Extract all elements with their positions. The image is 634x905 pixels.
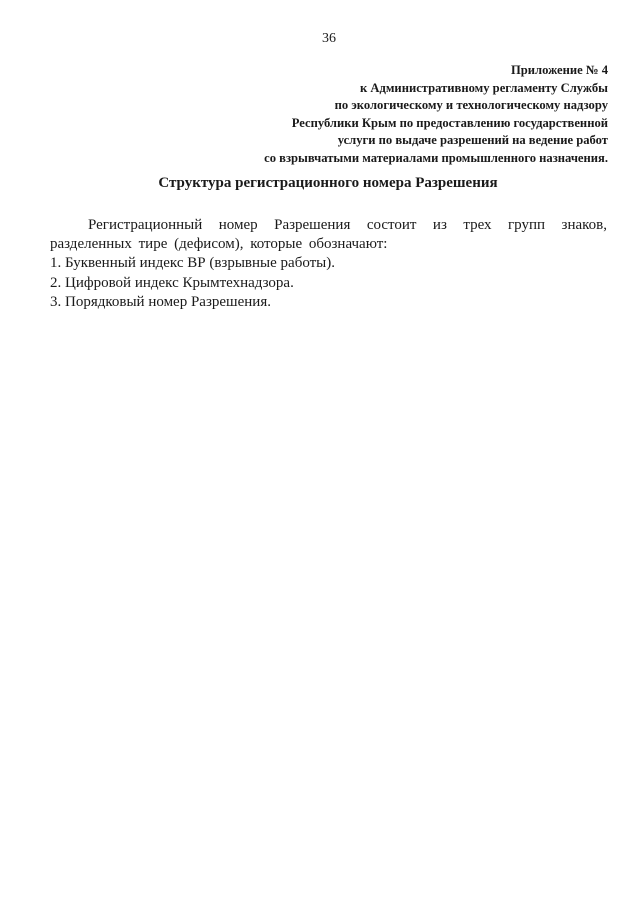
appendix-line: со взрывчатыми материалами промышленного назначения. bbox=[264, 150, 608, 165]
appendix-line: Приложение № 4 bbox=[510, 63, 608, 77]
document-title: Структура регистрационного номера Разрешения bbox=[158, 175, 498, 191]
appendix-header bbox=[168, 62, 608, 168]
appendix-line: услуги по выдаче разрешений на ведение работ bbox=[337, 133, 608, 148]
appendix-line: к Административному регламенту Службы bbox=[359, 80, 608, 95]
appendix-line: по экологическому и технологическому надзору bbox=[334, 98, 608, 113]
page-number: 36 bbox=[322, 31, 336, 46]
list-item: 1. Буквенный индекс ВР (взрывные работы). bbox=[50, 255, 335, 272]
list-item: 3. Порядковый номер Разрешения. bbox=[50, 293, 271, 310]
intro-paragraph: Регистрационный номер Разрешения состоит из трех групп знаков, разделенных тире (дефисом), которые обозначают: bbox=[50, 217, 607, 253]
list-item: 2. Цифровой индекс Крымтехнадзора. bbox=[50, 274, 294, 291]
body-text bbox=[50, 216, 607, 312]
appendix-line: Республики Крым по предоставлению государственной bbox=[291, 115, 608, 130]
